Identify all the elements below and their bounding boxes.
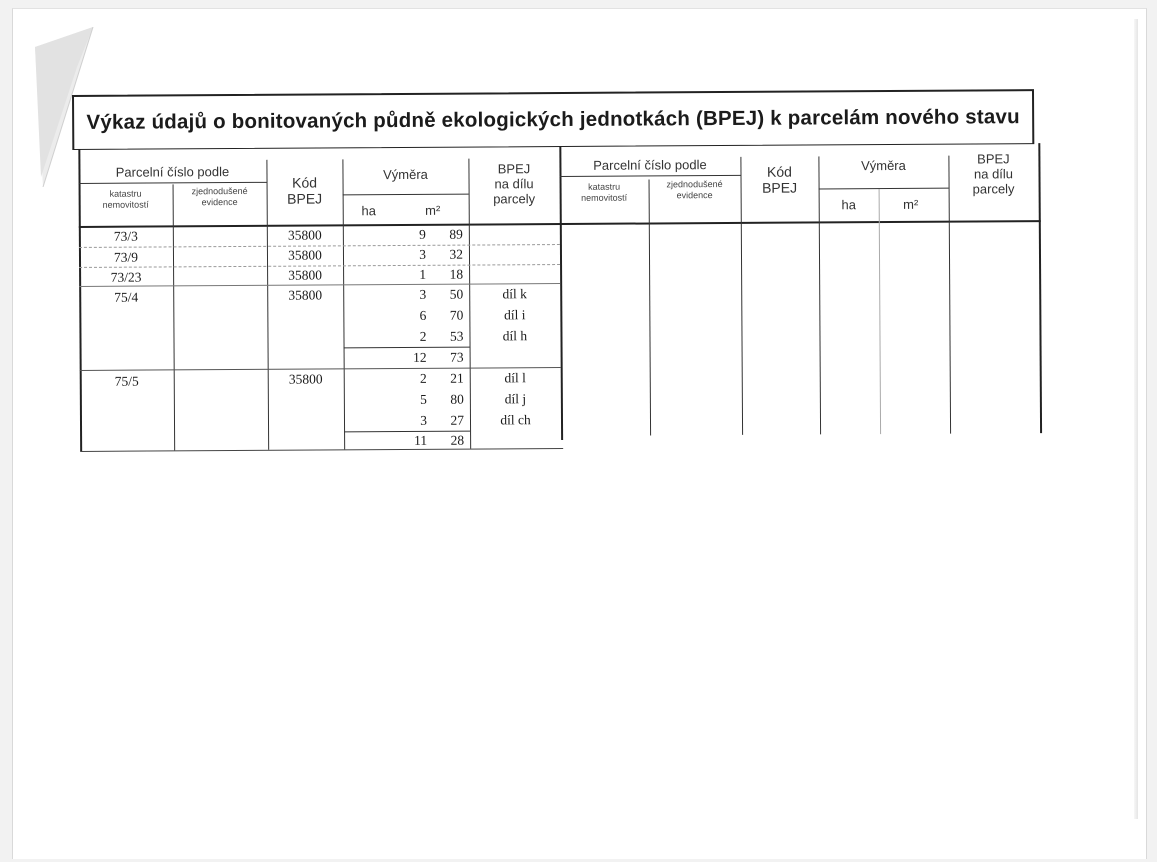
col-sep (342, 159, 345, 449)
report-title: Výkaz údajů o bonitovaných půdně ekologických jednotkách (BPEJ) k parcelám nového stavu (86, 105, 1020, 134)
cell-bpej: díl l (504, 370, 526, 386)
cell-ha-total: 11 (414, 432, 428, 448)
cell-m2: 53 (449, 328, 464, 344)
cell-ha: 2 (419, 328, 427, 344)
col-sep (818, 156, 821, 434)
hdr-bpej-r: BPEJ na dílu parcely (972, 151, 1015, 197)
hdr-m2: m² (425, 202, 441, 218)
cell-kod: 35800 (288, 287, 323, 303)
cell-parcel: 73/9 (113, 249, 139, 265)
page-edge-shadow (1134, 19, 1138, 819)
cell-m2: 80 (450, 391, 464, 407)
cell-m2: 27 (450, 412, 465, 428)
cell-m2: 21 (450, 370, 464, 386)
cell-bpej: díl j (504, 391, 527, 407)
cell-ha-total: 12 (413, 349, 427, 365)
cell-ha: 3 (419, 286, 427, 302)
col-sep (649, 179, 652, 435)
cell-kod: 35800 (288, 371, 323, 387)
header-sub-line (343, 194, 469, 196)
cell-bpej: díl ch (500, 412, 531, 428)
hdr-parcel-group-r: Parcelní číslo podle (593, 157, 707, 173)
cell-m2-total: 73 (450, 349, 464, 365)
col-sep-ha (879, 189, 881, 434)
hdr-ha: ha (361, 203, 376, 219)
cell-m2: 32 (449, 246, 464, 262)
hdr-katastru-r: katastru nemovitostí (581, 181, 628, 203)
cell-ha: 3 (419, 246, 427, 262)
cell-ha: 6 (419, 307, 427, 323)
cell-bpej: díl i (504, 307, 526, 323)
cell-parcel: 75/4 (114, 289, 139, 305)
subtotal-line (344, 347, 470, 349)
hdr-vymera-r: Výměra (860, 157, 906, 174)
col-sep (173, 184, 176, 450)
bpej-report (72, 89, 1036, 455)
header-sub-line (560, 175, 741, 177)
hdr-bpej: BPEJ na dílu parcely (493, 161, 536, 207)
cell-parcel: 75/5 (114, 373, 139, 389)
hdr-vymera: Výměra (383, 166, 428, 183)
cell-ha: 5 (420, 391, 427, 407)
cell-m2: 70 (449, 307, 464, 323)
hdr-ha-r: ha (841, 197, 856, 213)
cell-ha: 3 (420, 412, 428, 428)
cell-parcel: 73/23 (110, 269, 142, 285)
hdr-katastru: katastru nemovitostí (102, 188, 149, 210)
cell-bpej: díl h (502, 328, 528, 344)
hdr-zjednodusene-r: zjednodušené evidence (666, 179, 723, 201)
table-bottom-line (80, 448, 563, 452)
cell-kod: 35800 (288, 247, 322, 263)
cell-m2: 18 (449, 266, 464, 282)
cell-bpej: díl k (502, 286, 527, 302)
cell-parcel: 73/3 (113, 228, 138, 244)
cell-m2: 89 (449, 226, 463, 242)
hdr-zjednodusene: zjednodušené evidence (191, 185, 248, 208)
cell-m2-total: 28 (450, 432, 465, 448)
hdr-m2-r: m² (903, 196, 919, 212)
header-sub-line (819, 188, 949, 190)
cell-m2: 50 (449, 286, 464, 302)
cell-kod: 35800 (288, 267, 323, 283)
hdr-parcel-group: Parcelní číslo podle (115, 164, 230, 180)
cell-ha: 2 (419, 370, 427, 386)
hdr-kod: Kód BPEJ (287, 174, 323, 207)
col-sep (740, 157, 743, 435)
cell-ha: 9 (419, 226, 426, 242)
hdr-kod-r: Kód BPEJ (762, 163, 798, 196)
cell-ha: 1 (419, 266, 427, 282)
cell-kod: 35800 (287, 227, 322, 243)
report-title-box (72, 89, 1034, 150)
col-sep (948, 156, 951, 434)
